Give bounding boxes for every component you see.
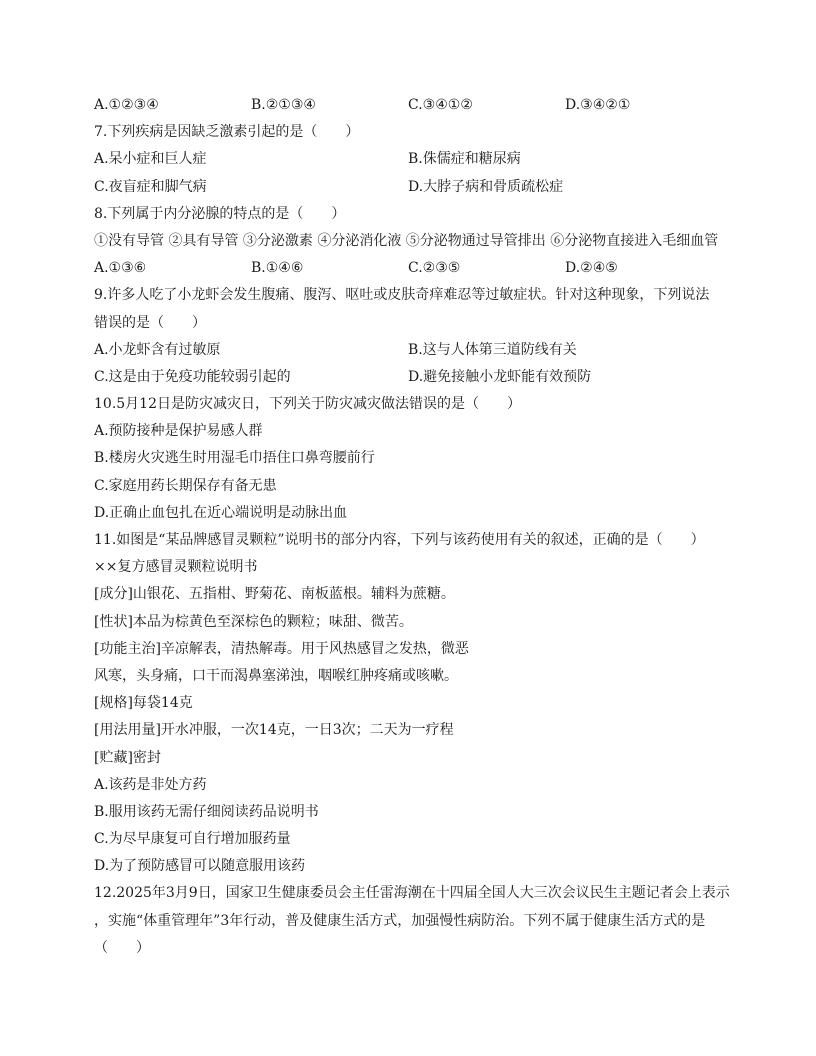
q6-options <box>94 92 734 119</box>
q7-option-d: D.大脖子病和骨质疏松症 <box>408 178 564 195</box>
q7-stem: 7.下列疾病是因缺乏激素引起的是（ ） <box>94 124 360 141</box>
q8-option-b: B.①④⑥ <box>251 260 304 277</box>
q11-option-c: C.为尽早康复可自行增加服药量 <box>94 831 291 848</box>
q10-stem: 10.5月12日是防灾减灾日，下列关于防灾减灾做法错误的是（ ） <box>94 396 521 413</box>
exam-page <box>94 92 734 962</box>
q9-option-c: C.这是由于免疫功能较弱引起的 <box>94 368 291 385</box>
q8-option-c: C.②③⑤ <box>408 260 461 277</box>
q10-option-d: D.正确止血包扎在近心端说明是动脉出血 <box>94 504 348 521</box>
leaflet-specification: [规格]每袋14克 <box>94 695 193 712</box>
q9-stem-line-1: 9.许多人吃了小龙虾会发生腹痛、腹泻、呕吐或皮肤奇痒难忍等过敏症状。针对这种现象，下列说法 <box>94 287 710 304</box>
leaflet-ingredients: [成分]山银花、五指柑、野菊花、南板蓝根。辅料为蔗糖。 <box>94 586 455 603</box>
leaflet-title: ××复方感冒灵颗粒说明书 <box>94 559 258 576</box>
q7-options-row-1 <box>94 146 734 173</box>
q10-option-b: B.楼房火灾逃生时用湿毛巾捂住口鼻弯腰前行 <box>94 450 375 467</box>
leaflet-storage: [贮藏]密封 <box>94 749 161 766</box>
leaflet-dosage: [用法用量]开水冲服，一次14克，一日3次；二天为一疗程 <box>94 722 454 739</box>
q9-options-row-2 <box>94 364 734 391</box>
q10-option-c: C.家庭用药长期保存有备无患 <box>94 477 277 494</box>
q11-stem: 11.如图是“某品牌感冒灵颗粒”说明书的部分内容，下列与该药使用有关的叙述，正确的是（ ） <box>94 532 705 548</box>
q11-option-b: B.服用该药无需仔细阅读药品说明书 <box>94 803 319 820</box>
q6-option-b: B.②①③④ <box>251 97 316 113</box>
q9-options-row-1 <box>94 337 734 364</box>
q12-stem-line-3: （ ） <box>94 939 150 956</box>
q9-option-b: B.这与人体第三道防线有关 <box>408 341 577 358</box>
leaflet-indications-line-1: [功能主治]辛凉解表，清热解毒。用于风热感冒之发热，微恶 <box>94 640 469 657</box>
q9-option-a: A.小龙虾含有过敏原 <box>94 341 221 358</box>
q7-option-b: B.侏儒症和糖尿病 <box>408 151 521 168</box>
q6-option-c: C.③④①② <box>408 97 473 113</box>
q10-option-a: A.预防接种是保护易感人群 <box>94 423 263 440</box>
q6-option-a: A.①②③④ <box>94 97 159 113</box>
leaflet-indications-line-2: 风寒，头身痛，口干而渴鼻塞涕浊，咽喉红肿疼痛或咳嗽。 <box>94 667 458 684</box>
q8-option-d: D.②④⑤ <box>565 260 618 277</box>
q8-stem: 8.下列属于内分泌腺的特点的是（ ） <box>94 205 346 222</box>
q12-stem-line-2: ，实施“体重管理年”3年行动，普及健康生活方式，加强慢性病防治。下列不属于健康生活方式的是 <box>94 912 706 929</box>
q7-option-a: A.呆小症和巨人症 <box>94 151 207 168</box>
q11-option-a: A.该药是非处方药 <box>94 776 207 793</box>
q7-options-row-2 <box>94 174 734 201</box>
q8-options <box>94 255 734 282</box>
q9-option-d: D.避免接触小龙虾能有效预防 <box>408 368 592 385</box>
q8-option-a: A.①③⑥ <box>94 260 147 277</box>
q11-option-d: D.为了预防感冒可以随意服用该药 <box>94 858 306 875</box>
q6-option-d: D.③④②① <box>565 97 631 113</box>
q8-statements: ①没有导管 ②具有导管 ③分泌激素 ④分泌消化液 ⑤分泌物通过导管排出 ⑥分泌物直接进入毛细血管 <box>94 232 719 249</box>
q12-stem-line-1: 12.2025年3月9日，国家卫生健康委员会主任雷海潮在十四届全国人大三次会议民生主题记者会上表示 <box>94 885 730 902</box>
leaflet-properties: [性状]本品为棕黄色至深棕色的颗粒；味甜、微苦。 <box>94 613 413 630</box>
q9-stem-line-2: 错误的是（ ） <box>94 314 206 331</box>
q7-option-c: C.夜盲症和脚气病 <box>94 178 207 195</box>
